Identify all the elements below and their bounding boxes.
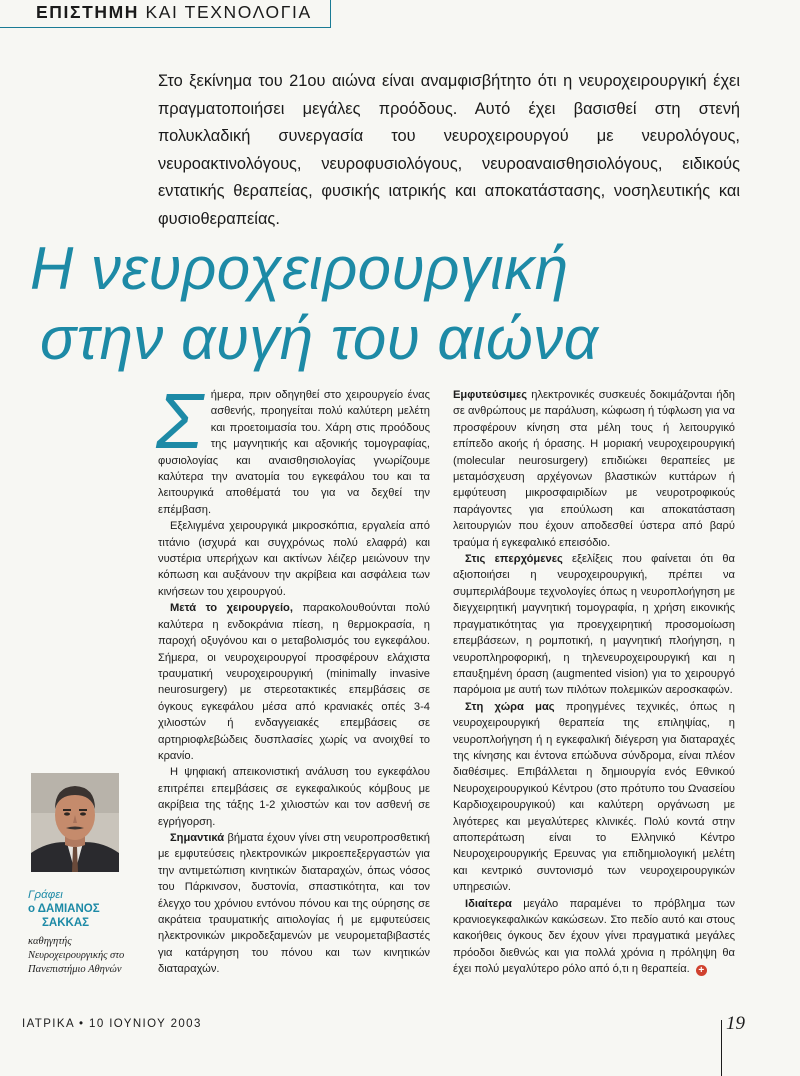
article-title [28, 234, 768, 374]
paragraph-9-lead: Ιδιαίτερα [465, 897, 512, 910]
paragraph-9-text: μεγάλο παραμένει το πρόβλημα των κρανιοεγκεφαλικών κακώσεων. Στο πεδίο αυτό και στους κακοήθεις όγκους δεν έχουν γίνει πραγματικά μεγάλες πρόοδοι διεθνώς και για πολλά χρόνια η πρόληψη θα έχει πολύ μεγαλύτερο ρόλο από ό,τι η θεραπεία. [453, 897, 735, 976]
body-paragraph-4: Η ψηφιακή απεικονιστική ανάλυση του εγκεφάλου επιτρέπει επεμβάσεις σε εγκεφαλικούς κόμβους με ακρίβεια της τάξης 1-2 χιλιοστών και τον ασθενή σε εγρήγορση. [158, 766, 430, 828]
page-number-rule [721, 1020, 722, 1076]
title-line-2: στην αυγή του αιώνα [40, 305, 599, 372]
section-label-rest: ΚΑΙ ΤΕΧΝΟΛΟΓΙΑ [145, 2, 312, 22]
section-label-bold: ΕΠΙΣΤΗΜΗ [36, 2, 140, 22]
paragraph-6-lead: Εμφυτεύσιμες [453, 389, 528, 401]
end-of-article-icon: + [696, 965, 707, 976]
body-paragraph-2: Εξελιγμένα χειρουργικά μικροσκόπια, εργαλεία από τιτάνιο (ισχυρά και συγχρόνως πολύ ελαφρά) και νυστέρια υπερήχων και ακτίνων λέιζερ μειώνουν την κόπωση και αυξάνουν την ακρίβεια και ασφάλεια των κινήσεων του χειρουργού. [158, 520, 430, 598]
author-credit [28, 888, 138, 930]
paragraph-3-lead: Μετά το χειρουργείο, [170, 602, 293, 615]
paragraph-1-text: ήμερα, πριν οδηγηθεί στο χειρουργείο ένας ασθενής, προηγείται πολύ καλύτερη μελέτη και προετοιμασία του. Χάρη στις προόδους της μαγνητικής και αξονικής τομογραφίας, φυσιολογίας και αναισθησιολογίας γνωρίζουμε καλύτερα την ανατομία του εγκεφάλου του και τα λειτουργικά αποθέματά του για να δεχθεί την επέμβαση. [158, 389, 430, 516]
body-paragraph-1 [156, 377, 430, 518]
body-paragraph-9 [453, 896, 735, 978]
body-paragraph-5 [158, 830, 430, 978]
paragraph-6-text: ηλεκτρονικές συσκευές δοκιμάζονται ήδη σε ανθρώπους με παράλυση, κώφωση ή τύφλωση για να προσφέρουν κίνηση στα μέλη τους ή λειτουργικό επίπεδο ακοής ή όρασης. Η μοριακή νευροχειρουργική (molecular neurosurgery) επιδιώκει θεραπείες με μεταμόσχευση αρχέγονων βλαστικών κυττάρων ή εμφύτευση μικροσφαιριδίων με νευροτροφικούς παράγοντες για επούλωση και αποκατάσταση λειτουργιών που έχουν αποδεσθεί ύστερα από βαρύ τραύμα ή εγκεφαλικό επεισόδιο. [453, 389, 735, 549]
footer-publication: ΙΑΤΡΙΚΑ • 10 ΙΟΥΝΙΟΥ 2003 [22, 1018, 202, 1030]
paragraph-8-lead: Στη χώρα μας [465, 700, 555, 713]
paragraph-8-text: προηγμένες τεχνικές, όπως η νευροχειρουργική θεραπεία της επιληψίας, η νευροπλοήγηση ή η εγκεφαλική διέγερση για διαταραχές της κίνησης και έντονα επώδυνα σύνδρομα, είναι πλέον διαθέσιμες. Επιβάλλεται η δημιουργία ενός Εθνικού Νευροχειρουργικού Κέντρου (στο πρότυπο του Ωνασείου Καρδιοχειρουργικού) και καλύτερη οργάνωση με λιγότερες και μεγαλύτερες κλινικές. Πολύ κοντά στην αποπεράτωση είναι το Ελληνικό Κέντρο Νευροχειρουργικής Ερευνας για επιδημιολογική μελέτη και κεντρικό συντονισμό των νευροχειρουργικών υπηρεσιών. [453, 700, 735, 894]
drop-cap: Σ [156, 377, 203, 465]
author-role: καθηγητής Νευροχειρουργικής στο Πανεπιστήμιο Αθηνών [28, 936, 125, 975]
paragraph-7-lead: Στις επερχόμενες [465, 553, 563, 566]
section-label [36, 2, 312, 23]
page-number: 19 [726, 1013, 745, 1034]
body-paragraph-8 [453, 699, 735, 896]
paragraph-5-lead: Σημαντικά [170, 831, 225, 844]
body-column-left [156, 377, 430, 978]
portrait-image [31, 773, 119, 872]
body-paragraph-7 [453, 551, 735, 699]
body-paragraph-6 [453, 387, 735, 551]
author-name-line-2: ΣΑΚΚΑΣ [42, 917, 90, 929]
author-name-line-1: ο ΔΑΜΙΑΝΟΣ [28, 903, 100, 915]
body-paragraph-3 [158, 600, 430, 764]
section-header [0, 0, 331, 28]
body-column-right [453, 387, 735, 978]
author-portrait [31, 773, 119, 872]
intro-paragraph: Στο ξεκίνημα του 21ου αιώνα είναι αναμφισβήτητο ότι η νευροχειρουργική έχει πραγματοποιήσει μεγάλες προόδους. Αυτό έχει βασισθεί στη στενή πολυκλαδική συνεργασία του νευροχειρουργού με νευρολόγους, νευροακτινολόγους, νευροφυσιολόγους, νευροαναισθησιολόγους, ειδικούς εντατικής θεραπείας, φυσικής ιατρικής και αποκατάστασης, νοσηλευτικής και φυσιοθεραπείας. [158, 72, 740, 228]
paragraph-3-text: παρακολουθούνται πολύ καλύτερα η ενδοκράνια πίεση, η θερμοκρασία, η παροχή οξυγόνου και ο μεταβολισμός του εγκεφάλου. Σήμερα, οι νευροχειρουργοί προσφέρουν ελάχιστα τραυματική νευροχειρουργική (minimally invasive neurosurgery) με στερεοτακτικές επεμβάσεις σε όγκους εγκεφάλου μέσα από κρανιακές οπές 3-4 χιλιοστών ή ενδαγγειακές επεμβάσεις σε αρτηριοφλεβώδεις δυσπλασίες χωρίς να ανοιχθεί το κρανίο. [158, 602, 430, 762]
paragraph-5-text: βήματα έχουν γίνει στη νευροπροσθετική με εμφυτεύσεις ηλεκτρονικών μικροεπεξεργαστών για την αντιμετώπιση κινητικών διαταραχών, όπως νόσος του Πάρκινσον, δυστονία, σπαστικότητα, και τον έλεγχο του χρόνιου εντόνου πόνου και της ούρησης σε ακράτεια τραυματικής αιτιολογίας ή με εμφυτεύσεις ηλεκτρονικών μικροδεξαμενών με νευρομεταβιβαστές για κατάργηση του πόνου και των κινητικών διαταραχών. [158, 831, 430, 976]
paragraph-7-text: εξελίξεις που φαίνεται ότι θα αξιοποιήσει η νευροχειρουργική, πρέπει να συμπεριλάβουμε τεχνολογίες όπως η νευροπλοήγηση με διεγχειρητική μαγνητική τομογραφία, η χρήση εικονικής πραγματικότητας για προεγχειρητική προσομοίωση επεμβάσεων, η ρομποτική, η μαγνητική πλοήγηση, η νευροπληροφορική, η τηλενευροχειρουργική και η επαυξημένη όραση (augmented vision) για το χειρουργό παρόμοια με αυτή των πιλότων πολεμικών αεροσκαφών. [453, 553, 735, 697]
author-by-label: Γράφει [28, 889, 63, 901]
section-underline [0, 27, 330, 29]
title-line-1: Η νευροχειρουργική [30, 235, 569, 302]
